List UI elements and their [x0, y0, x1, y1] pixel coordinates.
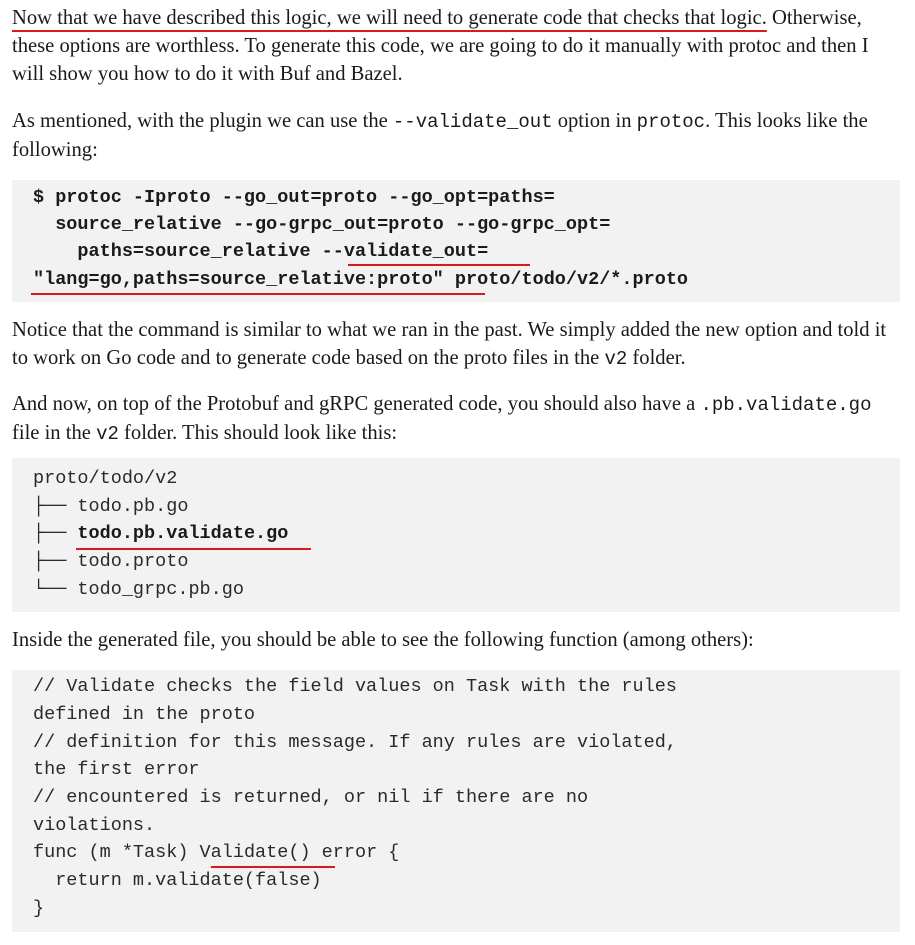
code-comment-line: violations. — [33, 815, 156, 836]
text-fragment: As mentioned, with the plugin we can use the — [12, 110, 393, 132]
paragraph-intro — [12, 4, 904, 88]
tree-file-name: todo.pb.go — [77, 496, 189, 517]
underline-validate-out — [348, 264, 530, 266]
command-fragment: proto/todo/v2/*.proto — [443, 269, 689, 290]
tree-item — [33, 493, 188, 521]
code-comment-line: // encountered is returned, or nil if there are no — [33, 787, 589, 808]
tree-file-name: todo_grpc.pb.go — [77, 579, 244, 600]
tree-branch-glyph: ├── — [33, 551, 78, 572]
tree-item — [33, 548, 188, 576]
text-fragment: folder. — [627, 347, 686, 369]
paragraph-generated — [12, 390, 904, 448]
tree-branch-glyph: ├── — [33, 496, 78, 517]
text-fragment: And now, on top of the Protobuf and gRPC generated code, you should also have a — [12, 393, 701, 415]
underlined-sentence: Now that we have described this logic, we will need to generate code that checks that logic. — [12, 7, 767, 29]
paragraph-intro-rest: Otherwise, these options are worthless. To generate this code, we are going to do it manually with protoc and then I will show you how to do it with Buf and Bazel. — [12, 7, 869, 85]
text-fragment: . This looks like the following: — [12, 110, 868, 161]
code-closing-brace: } — [33, 898, 45, 919]
tree-file-name-validate: todo.pb.validate.go — [77, 523, 289, 544]
file-tree-block — [12, 458, 900, 612]
function-code-block — [12, 670, 900, 932]
code-return-line: return m.validate(false) — [33, 870, 322, 891]
tree-root: proto/todo/v2 — [33, 468, 178, 489]
text-fragment: option in — [552, 110, 637, 132]
inline-code-pb-validate: .pb.validate. — [700, 394, 849, 416]
code-comment-line: the first error — [33, 759, 200, 780]
code-func-signature — [33, 839, 399, 867]
text-fragment: folder. This should look like this: — [118, 422, 398, 444]
command-line-2: source_relative --go-grpc_out=proto --go-grpc_opt= — [33, 214, 611, 235]
code-comment-line: defined in the proto — [33, 704, 256, 725]
tree-item — [33, 576, 244, 604]
paragraph-notice — [12, 316, 904, 373]
tree-branch-glyph: └── — [33, 579, 78, 600]
command-line-1: $ protoc -Iproto --go_out=proto --go_opt=paths= — [33, 187, 555, 208]
code-comment-line: // Validate checks the field values on Task with the rules — [33, 676, 677, 697]
command-line-3 — [33, 238, 488, 266]
tree-file-name: todo.proto — [77, 551, 189, 572]
code-comment-line: // definition for this message. If any rules are violated, — [33, 732, 677, 753]
tree-branch-glyph: ├── — [33, 523, 78, 544]
paragraph-inside-file: Inside the generated file, you should be able to see the following function (among others): — [12, 629, 754, 651]
validate-method-name: Validate() — [199, 842, 311, 863]
tree-item-highlighted — [33, 520, 288, 548]
underline-lang-option — [31, 293, 485, 295]
text-fragment: file in the — [12, 422, 97, 444]
paragraph-plugin — [12, 107, 904, 164]
inline-code-validate-out: --validate_out — [392, 111, 553, 133]
inline-code-v2: v2 — [604, 348, 628, 370]
lang-option-string: "lang=go,paths=source_relative:proto" — [33, 269, 444, 290]
inline-code-v2: v2 — [96, 423, 119, 445]
command-fragment: paths=source_relative — [33, 241, 322, 262]
code-fragment: func (m *Task) — [33, 842, 200, 863]
command-code-block — [12, 180, 900, 302]
underline-validate-method — [211, 866, 335, 868]
code-fragment: error { — [310, 842, 400, 863]
inline-code-protoc: protoc — [636, 111, 706, 133]
validate-out-flag: --validate_out= — [321, 241, 489, 262]
inline-code-go: go — [848, 394, 872, 416]
underline-validate-file — [76, 548, 311, 550]
text-fragment: Notice that the command is similar to what we ran in the past. We simply added the new option and told it to work on Go code and to generate code based on the proto files in the — [12, 319, 887, 369]
command-line-4 — [33, 266, 688, 294]
